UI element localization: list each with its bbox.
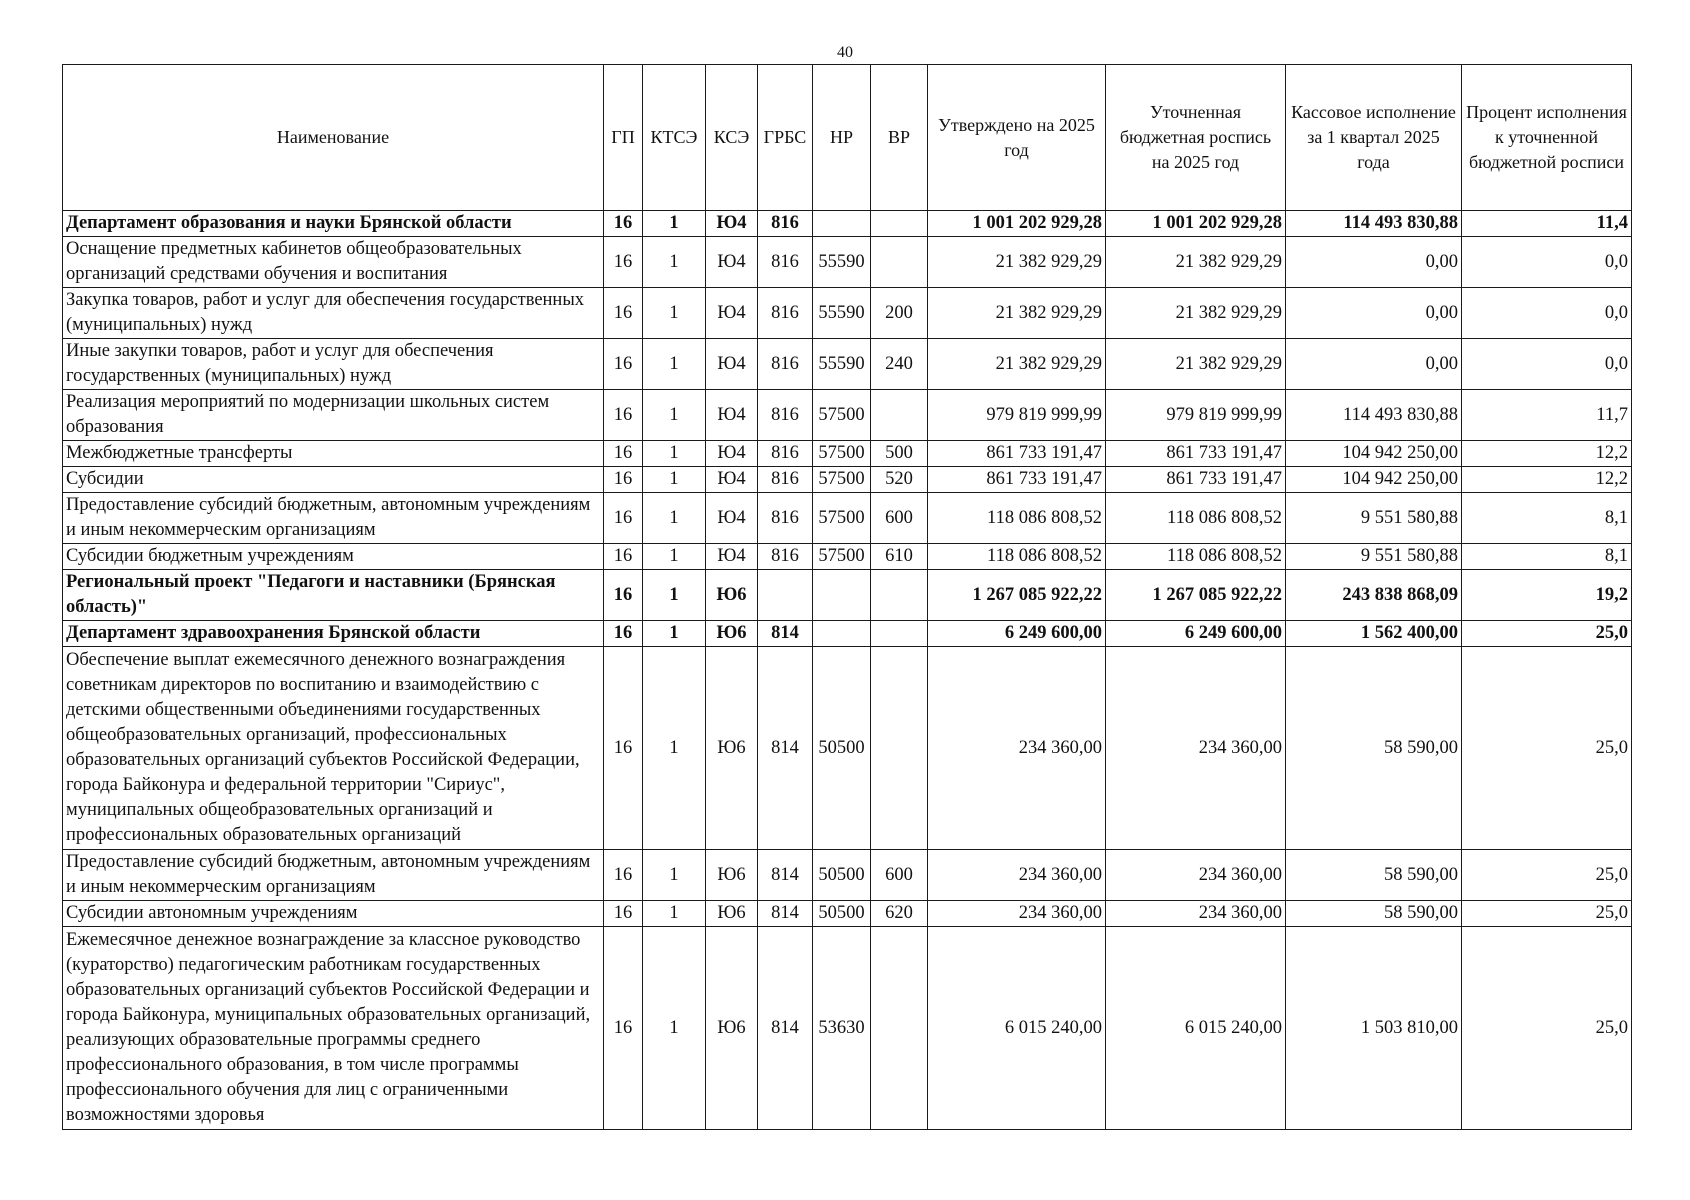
row-kse: Ю6 <box>706 570 758 621</box>
row-gp: 16 <box>604 288 643 339</box>
row-ktse: 1 <box>643 237 706 288</box>
row-nr: 57500 <box>813 467 871 493</box>
row-nr <box>813 211 871 237</box>
row-grbs: 816 <box>758 237 813 288</box>
row-nr: 57500 <box>813 390 871 441</box>
row-nr: 50500 <box>813 901 871 927</box>
row-ktse: 1 <box>643 288 706 339</box>
row-vr <box>871 570 928 621</box>
row-name: Реализация мероприятий по модернизации школьных систем образования <box>63 390 604 441</box>
row-kse: Ю4 <box>706 211 758 237</box>
row-name: Департамент образования и науки Брянской области <box>63 211 604 237</box>
row-kse: Ю6 <box>706 621 758 647</box>
row-gp: 16 <box>604 211 643 237</box>
row-name: Закупка товаров, работ и услуг для обеспечения государственных (муниципальных) нужд <box>63 288 604 339</box>
table-row <box>63 927 1632 1130</box>
table-row <box>63 570 1632 621</box>
row-vr: 240 <box>871 339 928 390</box>
row-kse: Ю4 <box>706 339 758 390</box>
row-grbs: 816 <box>758 467 813 493</box>
row-cash: 1 503 810,00 <box>1286 927 1462 1130</box>
row-nr: 55590 <box>813 237 871 288</box>
row-nr: 55590 <box>813 339 871 390</box>
row-kse: Ю6 <box>706 850 758 901</box>
row-percent: 0,0 <box>1462 339 1632 390</box>
row-ktse: 1 <box>643 621 706 647</box>
row-percent: 11,7 <box>1462 390 1632 441</box>
row-nr: 50500 <box>813 647 871 850</box>
row-approved: 118 086 808,52 <box>928 493 1106 544</box>
row-ktse: 1 <box>643 211 706 237</box>
row-name: Субсидии автономным учреждениям <box>63 901 604 927</box>
row-percent: 12,2 <box>1462 441 1632 467</box>
row-cash: 58 590,00 <box>1286 850 1462 901</box>
row-approved: 861 733 191,47 <box>928 467 1106 493</box>
row-ktse: 1 <box>643 647 706 850</box>
row-vr: 600 <box>871 850 928 901</box>
header-gp: ГП <box>604 65 643 211</box>
row-name: Региональный проект "Педагоги и наставники (Брянская область)" <box>63 570 604 621</box>
row-nr: 57500 <box>813 544 871 570</box>
row-name: Иные закупки товаров, работ и услуг для обеспечения государственных (муниципальных) нужд <box>63 339 604 390</box>
row-grbs: 816 <box>758 390 813 441</box>
row-vr: 500 <box>871 441 928 467</box>
row-approved: 118 086 808,52 <box>928 544 1106 570</box>
row-refined: 21 382 929,29 <box>1106 339 1286 390</box>
row-gp: 16 <box>604 544 643 570</box>
table-row <box>63 211 1632 237</box>
row-cash: 243 838 868,09 <box>1286 570 1462 621</box>
row-percent: 0,0 <box>1462 237 1632 288</box>
row-refined: 118 086 808,52 <box>1106 544 1286 570</box>
row-refined: 21 382 929,29 <box>1106 237 1286 288</box>
row-kse: Ю4 <box>706 288 758 339</box>
row-approved: 861 733 191,47 <box>928 441 1106 467</box>
table-row <box>63 441 1632 467</box>
row-grbs: 816 <box>758 339 813 390</box>
row-approved: 979 819 999,99 <box>928 390 1106 441</box>
row-vr: 520 <box>871 467 928 493</box>
header-cash: Кассовое исполнение за 1 квартал 2025 года <box>1286 65 1462 211</box>
row-grbs: 816 <box>758 211 813 237</box>
row-cash: 0,00 <box>1286 288 1462 339</box>
row-grbs <box>758 570 813 621</box>
row-vr <box>871 211 928 237</box>
row-nr: 53630 <box>813 927 871 1130</box>
row-vr: 600 <box>871 493 928 544</box>
row-cash: 58 590,00 <box>1286 647 1462 850</box>
row-percent: 11,4 <box>1462 211 1632 237</box>
row-refined: 861 733 191,47 <box>1106 441 1286 467</box>
header-ktse: КТСЭ <box>643 65 706 211</box>
row-kse: Ю4 <box>706 544 758 570</box>
row-vr <box>871 621 928 647</box>
row-refined: 234 360,00 <box>1106 647 1286 850</box>
row-gp: 16 <box>604 901 643 927</box>
row-kse: Ю4 <box>706 493 758 544</box>
row-vr <box>871 647 928 850</box>
row-cash: 58 590,00 <box>1286 901 1462 927</box>
row-gp: 16 <box>604 493 643 544</box>
row-grbs: 816 <box>758 288 813 339</box>
row-approved: 1 267 085 922,22 <box>928 570 1106 621</box>
row-approved: 6 249 600,00 <box>928 621 1106 647</box>
row-name: Субсидии бюджетным учреждениям <box>63 544 604 570</box>
row-refined: 979 819 999,99 <box>1106 390 1286 441</box>
row-refined: 21 382 929,29 <box>1106 288 1286 339</box>
row-kse: Ю6 <box>706 647 758 850</box>
row-kse: Ю4 <box>706 467 758 493</box>
row-vr <box>871 927 928 1130</box>
table-row <box>63 544 1632 570</box>
row-grbs: 814 <box>758 901 813 927</box>
header-vr: ВР <box>871 65 928 211</box>
row-refined: 118 086 808,52 <box>1106 493 1286 544</box>
header-refined: Уточненная бюджетная роспись на 2025 год <box>1106 65 1286 211</box>
row-approved: 6 015 240,00 <box>928 927 1106 1130</box>
row-ktse: 1 <box>643 390 706 441</box>
row-name: Предоставление субсидий бюджетным, автономным учреждениям и иным некоммерческим организациям <box>63 493 604 544</box>
row-cash: 114 493 830,88 <box>1286 211 1462 237</box>
row-percent: 19,2 <box>1462 570 1632 621</box>
row-gp: 16 <box>604 927 643 1130</box>
row-gp: 16 <box>604 339 643 390</box>
row-grbs: 814 <box>758 621 813 647</box>
row-name: Межбюджетные трансферты <box>63 441 604 467</box>
row-refined: 1 001 202 929,28 <box>1106 211 1286 237</box>
row-nr <box>813 570 871 621</box>
header-name: Наименование <box>63 65 604 211</box>
row-nr <box>813 621 871 647</box>
header-percent: Процент исполнения к уточненной бюджетной росписи <box>1462 65 1632 211</box>
row-percent: 12,2 <box>1462 467 1632 493</box>
row-kse: Ю6 <box>706 901 758 927</box>
row-nr: 57500 <box>813 493 871 544</box>
row-ktse: 1 <box>643 850 706 901</box>
row-percent: 25,0 <box>1462 850 1632 901</box>
row-nr: 50500 <box>813 850 871 901</box>
table-row <box>63 621 1632 647</box>
row-approved: 234 360,00 <box>928 901 1106 927</box>
row-percent: 25,0 <box>1462 647 1632 850</box>
row-cash: 1 562 400,00 <box>1286 621 1462 647</box>
row-cash: 9 551 580,88 <box>1286 544 1462 570</box>
row-ktse: 1 <box>643 901 706 927</box>
row-cash: 9 551 580,88 <box>1286 493 1462 544</box>
row-ktse: 1 <box>643 927 706 1130</box>
table-row <box>63 647 1632 850</box>
row-approved: 234 360,00 <box>928 850 1106 901</box>
row-gp: 16 <box>604 441 643 467</box>
row-name: Предоставление субсидий бюджетным, автономным учреждениям и иным некоммерческим организациям <box>63 850 604 901</box>
row-nr: 55590 <box>813 288 871 339</box>
row-percent: 8,1 <box>1462 493 1632 544</box>
row-percent: 25,0 <box>1462 927 1632 1130</box>
row-refined: 234 360,00 <box>1106 901 1286 927</box>
row-refined: 6 015 240,00 <box>1106 927 1286 1130</box>
row-percent: 25,0 <box>1462 901 1632 927</box>
table-row <box>63 390 1632 441</box>
row-grbs: 814 <box>758 647 813 850</box>
row-cash: 114 493 830,88 <box>1286 390 1462 441</box>
row-name: Ежемесячное денежное вознаграждение за классное руководство (кураторство) педагогическим работникам государственных образовательных организаций субъектов Российской Федерации и города Байконура, муниципальных образовательных организаций, реализующих образовательные программы среднего профессионального образования, в том числе программы профессионального обучения для лиц с ограниченными возможностями здоровья <box>63 927 604 1130</box>
row-refined: 234 360,00 <box>1106 850 1286 901</box>
row-gp: 16 <box>604 647 643 850</box>
row-nr: 57500 <box>813 441 871 467</box>
row-ktse: 1 <box>643 339 706 390</box>
row-name: Обеспечение выплат ежемесячного денежного вознаграждения советникам директоров по воспитанию и взаимодействию с детскими общественными объединениями государственных общеобразовательных организаций, профессиональных образовательных организаций субъектов Российской Федерации, города Байконура и федеральной территории "Сириус", муниципальных общеобразовательных организаций и профессиональных образовательных организаций <box>63 647 604 850</box>
row-name: Субсидии <box>63 467 604 493</box>
header-approved: Утверждено на 2025 год <box>928 65 1106 211</box>
budget-table <box>62 64 1632 1130</box>
table-row <box>63 288 1632 339</box>
row-kse: Ю6 <box>706 927 758 1130</box>
row-grbs: 814 <box>758 927 813 1130</box>
row-vr: 200 <box>871 288 928 339</box>
row-kse: Ю4 <box>706 441 758 467</box>
table-row <box>63 237 1632 288</box>
header-grbs: ГРБС <box>758 65 813 211</box>
row-refined: 1 267 085 922,22 <box>1106 570 1286 621</box>
row-approved: 21 382 929,29 <box>928 288 1106 339</box>
row-percent: 25,0 <box>1462 621 1632 647</box>
table-row <box>63 901 1632 927</box>
row-gp: 16 <box>604 570 643 621</box>
row-percent: 0,0 <box>1462 288 1632 339</box>
row-name: Оснащение предметных кабинетов общеобразовательных организаций средствами обучения и воспитания <box>63 237 604 288</box>
row-approved: 21 382 929,29 <box>928 237 1106 288</box>
row-gp: 16 <box>604 390 643 441</box>
row-approved: 21 382 929,29 <box>928 339 1106 390</box>
row-kse: Ю4 <box>706 390 758 441</box>
page-number: 40 <box>837 44 853 61</box>
row-cash: 0,00 <box>1286 237 1462 288</box>
row-cash: 104 942 250,00 <box>1286 467 1462 493</box>
row-name: Департамент здравоохранения Брянской области <box>63 621 604 647</box>
row-ktse: 1 <box>643 570 706 621</box>
row-ktse: 1 <box>643 467 706 493</box>
row-gp: 16 <box>604 237 643 288</box>
row-gp: 16 <box>604 850 643 901</box>
row-grbs: 816 <box>758 441 813 467</box>
row-ktse: 1 <box>643 493 706 544</box>
row-vr <box>871 237 928 288</box>
row-refined: 6 249 600,00 <box>1106 621 1286 647</box>
row-vr: 610 <box>871 544 928 570</box>
row-gp: 16 <box>604 621 643 647</box>
row-percent: 8,1 <box>1462 544 1632 570</box>
table-row <box>63 493 1632 544</box>
row-cash: 104 942 250,00 <box>1286 441 1462 467</box>
header-row <box>63 65 1632 211</box>
row-approved: 234 360,00 <box>928 647 1106 850</box>
row-cash: 0,00 <box>1286 339 1462 390</box>
row-kse: Ю4 <box>706 237 758 288</box>
header-nr: НР <box>813 65 871 211</box>
table-row <box>63 339 1632 390</box>
row-ktse: 1 <box>643 441 706 467</box>
table-row <box>63 467 1632 493</box>
row-approved: 1 001 202 929,28 <box>928 211 1106 237</box>
header-kse: КСЭ <box>706 65 758 211</box>
row-refined: 861 733 191,47 <box>1106 467 1286 493</box>
row-vr <box>871 390 928 441</box>
row-grbs: 816 <box>758 544 813 570</box>
row-gp: 16 <box>604 467 643 493</box>
row-vr: 620 <box>871 901 928 927</box>
row-grbs: 814 <box>758 850 813 901</box>
row-grbs: 816 <box>758 493 813 544</box>
table-row <box>63 850 1632 901</box>
row-ktse: 1 <box>643 544 706 570</box>
